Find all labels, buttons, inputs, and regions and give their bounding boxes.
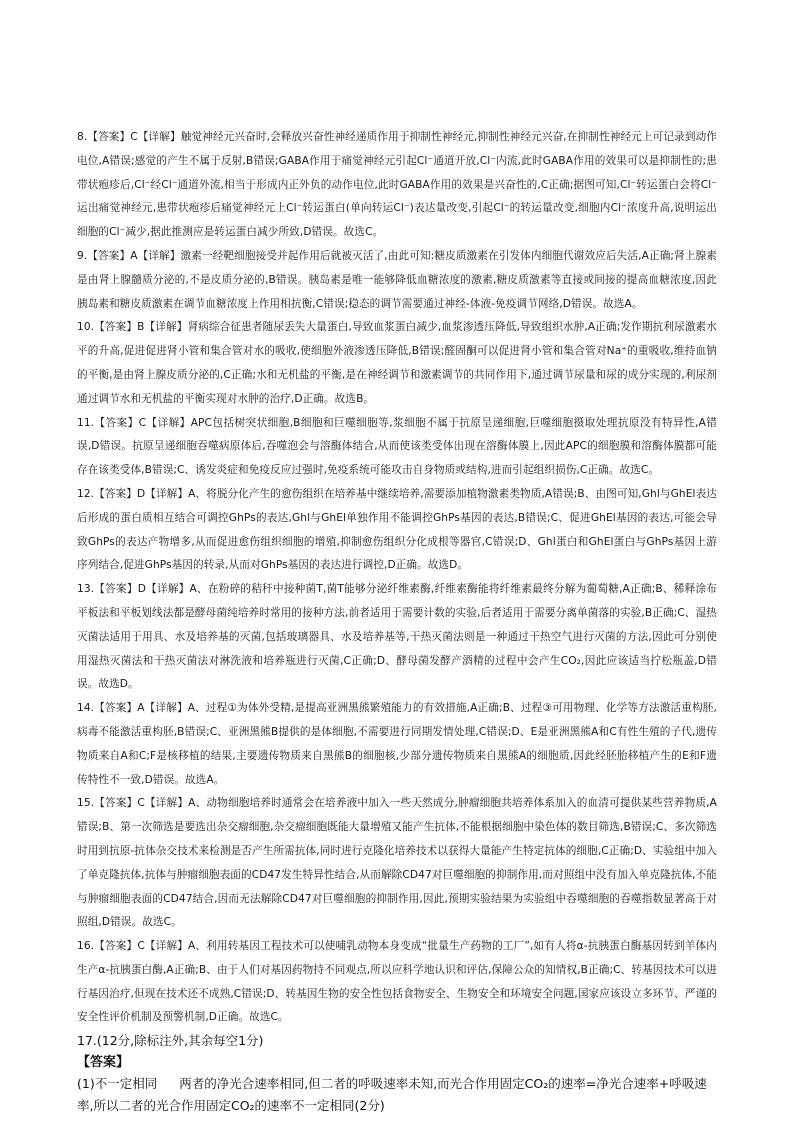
answer-label: 【答案】 — [77, 1055, 130, 1071]
answer-item-15: 15.【答案】C【详解】A、动物细胞培养时通常会在培养液中加入一些天然成分,肿瘤细胞共培养体系加入的血清可提供某些营养物质,A错误;B、第一次筛选是要选出杂交瘤细胞,杂交瘤细胞既能大量增殖又能产生抗体,不能根据细胞中染色体的数目筛选,B错误;C、多次筛选时用到抗原-抗体杂交技术来检测是否产生所需抗体,同时进行克隆化培养技术以获得大量能产生特定抗体的细胞,C正确;D、实验组中加入了单克隆抗体,抗体与肿瘤细胞表面的CD47发生特异性结合,从而解除CD47对巨噬细胞的抑制作用,而对照组中没有加入单克隆抗体,不能与肿瘤细胞表面的CD47结合,因而无法解除CD47对巨噬细胞的抑制作用,因此,预期实验结果为实验组中吞噬细胞的吞噬指数显著高于对照组,D错误。故选C。 — [77, 797, 717, 929]
question-17-header: 17.(12分,除标注外,其余每空1分) — [77, 1033, 264, 1049]
part-1-lead: (1)不一定相同 — [77, 1076, 158, 1092]
answer-item-14: 14.【答案】A【详解】A、过程①为体外受精,是提高亚洲黑熊繁殖能力的有效措施,A正确;B、过程③可用物理、化学等方法激活重构胚,病毒不能激活重构胚,B错误;C、亚洲黑熊B提供的是体细胞,不需要进行同期发情处理,C错误;D、E是亚洲黑熊A和C有性生殖的子代,遗传物质来自A和C;F是核移植的结果,主要遗传物质来自黑熊B的细胞核,少部分遗传物质来自黑熊A的细胞质,因此经胚胎移植产生的E和F遗传特性不一致,D错误。故选A。 — [77, 702, 717, 786]
answer-content — [77, 126, 717, 1117]
answer-item-8: 8.【答案】C【详解】触觉神经元兴奋时,会释放兴奋性神经递质作用于抑制性神经元,抑制性神经元兴奋,在抑制性神经元上可记录到动作电位,A错误;感觉的产生不属于反射,B错误;GABA作用于痛觉神经元引起Cl⁻通道开放,Cl⁻内流,此时GABA作用的效果可以是抑制性的;患带状疱疹后,Cl⁻经Cl⁻通道外流,相当于形成内正外负的动作电位,此时GABA作用的效果是兴奋性的,C正确;据图可知,Cl⁻转运蛋白会将Cl⁻运出痛觉神经元,患带状疱疹后痛觉神经元上Cl⁻转运蛋白(单向转运Cl⁻)表达量改变,引起Cl⁻的转运量改变,细胞内Cl⁻浓度升高,说明运出细胞的Cl⁻减少,据此推测应是转运蛋白减少所致,D错误。故选C。 — [77, 131, 717, 239]
answer-item-9: 9.【答案】A【详解】激素一经靶细胞接受并起作用后就被灭活了,由此可知:糖皮质激素在引发体内细胞代谢效应后失活,A正确;肾上腺素是由肾上腺髓质分泌的,不是皮质分泌的,B错误。胰岛素是唯一能够降低血糖浓度的激素,糖皮质激素等直接或间接的提高血糖浓度,因此胰岛素和糖皮质激素在调节血糖浓度上作用相抗衡,C错误;稳态的调节需要通过神经-体液-免疫调节网络,D错误。故选A。 — [77, 249, 717, 310]
answer-item-10: 10.【答案】B【详解】肾病综合征患者随尿丢失大量蛋白,导致血浆蛋白减少,血浆渗透压降低,导致组织水肿,A正确;发作期抗利尿激素水平的升高,促进促进肾小管和集合管对水的吸收,使细胞外液渗透压降低,B错误;醛固酮可以促进肾小管和集合管对Na⁺的重吸收,维持血钠的平衡,是由肾上腺皮质分泌的,C正确;水和无机盐的平衡,是在神经调节和激素调节的共同作用下,通过调节尿量和尿的成分实现的,利尿剂通过调节水和无机盐的平衡实现对水肿的治疗,D正确。故选B。 — [77, 321, 717, 405]
answer-item-12: 12.【答案】D【详解】A、将脱分化产生的愈伤组织在培养基中继续培养,需要添加植物激素类物质,A错误;B、由图可知,Ghl与GhEl表达后形成的蛋白质相互结合可调控GhPs的表达,Ghl与GhEl单独作用不能调控GhPs基因的表达,B错误;C、促进GhEl基因的表达,可能会导致GhPs的表达产物增多,从而促进愈伤组织细胞的增殖,抑制愈伤组织分化成根等器官,C错误;D、Ghl蛋白和GhEl蛋白与GhPs基因上游序列结合,促进GhPs基因的转录,从而对GhPs基因的表达进行调控,D正确。故选D。 — [77, 487, 717, 572]
part-1-body: 两者的净光合速率相同,但二者的呼吸速率未知,而光合作用固定CO₂的速率=净光合速率+呼吸速率,所以二者的光合作用固定CO₂的速率不一定相同(2分) — [77, 1076, 707, 1114]
answer-item-11: 11.【答案】C【详解】APC包括树突状细胞,B细胞和巨噬细胞等,浆细胞不属于抗原呈递细胞,巨噬细胞摄取处理抗原没有特异性,A错误,D错误。抗原呈递细胞吞噬病原体后,吞噬泡会与溶酶体结合,从而使该类受体出现在溶酶体膜上,因此APC的细胞膜和溶酶体膜都可能存在该类受体,B错误;C、诱发炎症和免疫反应过强时,免疫系统可能攻击自身物质或结构,进而引起组织损伤,C正确。故选C。 — [77, 416, 717, 477]
answer-item-16: 16.【答案】C【详解】A、利用转基因工程技术可以使哺乳动物本身变成“批量生产药物的工厂”,如有人将α-抗胰蛋白酶基因转到羊体内生产α-抗胰蛋白酶,A正确;B、由于人们对基因药物持不同观点,所以应科学地认识和评估,保障公众的知情权,B正确;C、转基因技术可以进行基因治疗,但现在技术还不成熟,C错误;D、转基因生物的安全性包括食物安全、生物安全和环境安全问题,国家应该设立多环节、严谨的安全性评价机制及预警机制,D正确。故选C。 — [77, 940, 717, 1024]
question-17-part-1 — [77, 1073, 717, 1117]
answer-item-13: 13.【答案】D【详解】A、在粉碎的秸秆中接种菌T,菌T能够分泌纤维素酶,纤维素酶能将纤维素最终分解为葡萄糖,A正确;B、稀释涂布平板法和平板划线法都是酵母菌纯培养时常用的接种方法,前者适用于需要计数的实验,后者适用于需要分离单菌落的实验,B正确;C、湿热灭菌法适用于用具、水及培养基的灭菌,包括玻璃器具、水及培养基等,干热灭菌法则是一种通过干热空气进行灭菌的方法,因此可分别使用湿热灭菌法和干热灭菌法对淋洗液和培养瓶进行灭菌,C正确;D、酵母菌发酵产酒精的过程中会产生CO₂,因此应该适当拧松瓶盖,D错误。故选D。 — [77, 583, 718, 691]
